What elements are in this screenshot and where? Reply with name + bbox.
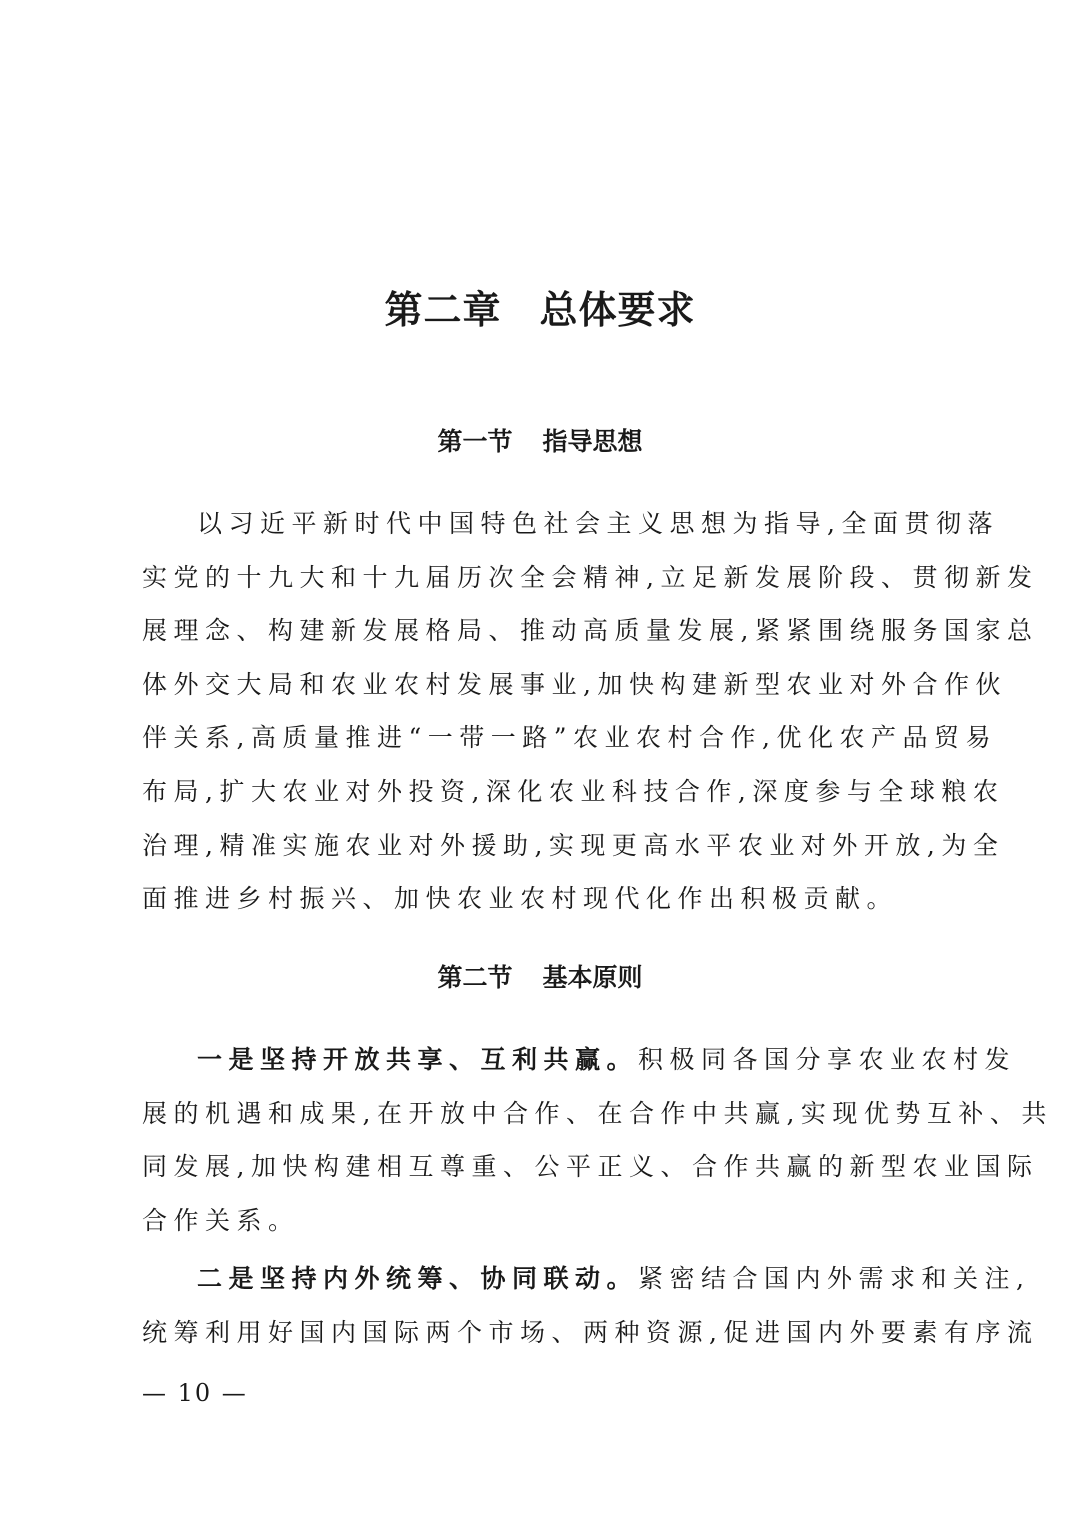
paragraph-line: 合作关系。 — [142, 1205, 300, 1235]
paragraph-line — [142, 1252, 1031, 1306]
paragraph-line — [142, 1033, 1017, 1087]
chapter-title — [0, 282, 1080, 338]
section-number: 第二节 — [437, 963, 513, 992]
paragraph-line: 治理,精准实施农业对外援助,实现更高水平农业对外开放,为全 — [142, 830, 1005, 860]
paragraph-line: 展的机遇和成果,在开放中合作、在合作中共赢,实现优势互补、共 — [142, 1098, 1053, 1128]
paragraph-line: 展理念、构建新发展格局、推动高质量发展,紧紧围绕服务国家总 — [142, 616, 1039, 646]
guiding-ideology-paragraph — [142, 497, 1039, 926]
principle-heading: 一是坚持开放共享、互利共赢。 — [197, 1045, 639, 1074]
paragraph-line: 布局,扩大农业对外投资,深化农业科技合作,深度参与全球粮农 — [142, 776, 1005, 806]
chapter-number: 第二章 — [384, 287, 502, 332]
principle-paragraph-2 — [142, 1252, 1039, 1359]
paragraph-line: 体外交大局和农业农村发展事业,加快构建新型农业对外合作伙 — [142, 669, 1007, 699]
paragraph-line: 以习近平新时代中国特色社会主义思想为指导,全面贯彻落 — [197, 509, 999, 538]
section-name: 基本原则 — [542, 963, 643, 992]
paragraph-line: 实党的十九大和十九届历次全会精神,立足新发展阶段、贯彻新发 — [142, 562, 1039, 592]
principle-heading: 二是坚持内外统筹、协同联动。 — [197, 1264, 639, 1293]
paragraph-line: 面推进乡村振兴、加快农业农村现代化作出积极贡献。 — [142, 884, 899, 914]
section-name: 指导思想 — [542, 427, 643, 456]
page-number: — 10 — — [142, 1379, 248, 1407]
principle-paragraph-1 — [142, 1033, 1053, 1247]
principle-text: 积极同各国分享农业农村发 — [638, 1045, 1017, 1074]
paragraph-line: 同发展,加快构建相互尊重、公平正义、合作共赢的新型农业国际 — [142, 1152, 1039, 1182]
principle-text: 紧密结合国内外需求和关注, — [638, 1264, 1031, 1293]
section-title-1 — [0, 422, 1080, 462]
section-title-2 — [0, 958, 1080, 998]
paragraph-line: 统筹利用好国内国际两个市场、两种资源,促进国内外要素有序流 — [142, 1317, 1039, 1347]
chapter-name: 总体要求 — [539, 287, 696, 332]
section-number: 第一节 — [437, 427, 513, 456]
paragraph-line: 伴关系,高质量推进“一带一路”农业农村合作,优化农产品贸易 — [142, 723, 997, 753]
